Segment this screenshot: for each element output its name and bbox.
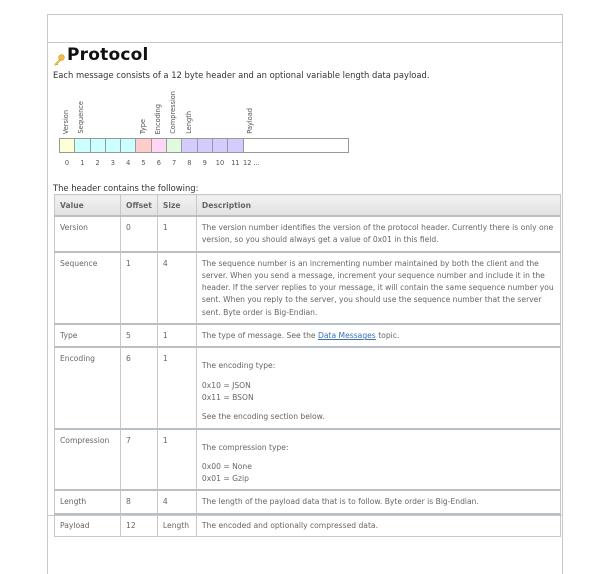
desc-line: 0x11 = BSON	[201, 392, 254, 402]
byte-cell-2	[91, 139, 106, 152]
diagram-label-encoding: Encoding	[154, 103, 162, 134]
table-row	[55, 514, 561, 537]
byte-number: 0	[64, 159, 70, 167]
byte-number: 1	[80, 159, 85, 167]
diagram-label-sequence: Sequence	[77, 101, 85, 134]
page-title	[53, 45, 149, 65]
cell-value: Type	[55, 324, 121, 347]
page-title-text: Protocol	[67, 45, 149, 65]
byte-cell-6	[152, 139, 167, 152]
byte-number: 6	[156, 159, 161, 167]
byte-cell-0	[60, 139, 75, 152]
header-fields-table	[54, 194, 561, 537]
column-header-offset: Offset	[121, 195, 158, 217]
cell-value: Encoding	[55, 347, 121, 428]
byte-cell-11	[228, 139, 243, 152]
table-header-row	[55, 195, 561, 217]
cell-description	[196, 324, 560, 347]
cell-offset: 0	[121, 216, 158, 252]
table-row	[55, 252, 561, 324]
desc-line: 0x00 = None	[201, 461, 252, 471]
table-row	[55, 429, 561, 491]
diagram-label-compression: Compression	[169, 91, 177, 134]
cell-size: 1	[157, 216, 196, 252]
cell-value: Sequence	[55, 252, 121, 324]
byte-cell-1	[75, 139, 90, 152]
cell-size: 1	[157, 324, 196, 347]
table-row	[55, 347, 561, 428]
data-messages-link[interactable]: Data Messages	[317, 331, 376, 341]
cell-value: Compression	[55, 429, 121, 491]
table-intro: The header contains the following:	[53, 183, 199, 193]
desc-line: 0x10 = JSON	[201, 380, 251, 390]
cell-description	[196, 347, 560, 428]
cell-value: Payload	[55, 514, 121, 537]
byte-cell-3	[106, 139, 121, 152]
cell-value: Version	[55, 216, 121, 252]
byte-number: 3	[110, 159, 115, 167]
byte-cell-4	[121, 139, 136, 152]
byte-number: 9	[202, 159, 207, 167]
byte-cell-8	[182, 139, 197, 152]
byte-number: 10	[215, 159, 225, 167]
byte-cell-payload	[244, 139, 348, 152]
cell-description: The version number identifies the version of the protocol header. Currently there is only one version, so you should always get a value of 0x01 in this field.	[196, 216, 560, 252]
table-row	[55, 216, 561, 252]
desc-intro: The encoding type:	[201, 361, 276, 371]
table-row	[55, 490, 561, 513]
column-header-description: Description	[196, 195, 560, 217]
byte-number: 4	[126, 159, 131, 167]
cell-offset: 8	[121, 490, 158, 513]
byte-cells	[59, 138, 349, 153]
desc-text: The type of message. See the	[201, 331, 318, 341]
intro-text: Each message consists of a 12 byte header and an optional variable length data payload.	[53, 70, 430, 80]
cell-description	[196, 429, 560, 491]
content-area	[48, 43, 562, 530]
cell-offset: 7	[121, 429, 158, 491]
byte-number: 2	[95, 159, 100, 167]
cell-size: 1	[157, 347, 196, 428]
byte-cell-5	[136, 139, 151, 152]
desc-intro: The compression type:	[201, 442, 289, 452]
byte-diagram	[59, 91, 359, 166]
diagram-label-payload: Payload	[246, 108, 254, 134]
byte-number: 11	[231, 159, 240, 167]
cell-size: Length	[157, 514, 196, 537]
byte-cell-9	[198, 139, 213, 152]
cell-size: 4	[157, 490, 196, 513]
cell-offset: 1	[121, 252, 158, 324]
column-header-size: Size	[157, 195, 196, 217]
cell-description: The sequence number is an incrementing number maintained by both the client and the server. When you send a message, increment your sequence number and include it in the header. If the server replies to your message, it will contain the same sequence number you sent. When you reply to the server, you should use the sequence number that the server sent. Byte order is Big-Endian.	[196, 252, 560, 324]
cell-description: The encoded and optionally compressed data.	[196, 514, 560, 537]
byte-number: 8	[187, 159, 192, 167]
desc-text: topic.	[375, 331, 400, 341]
cell-offset: 12	[121, 514, 158, 537]
column-header-value: Value	[55, 195, 121, 217]
byte-cell-10	[213, 139, 228, 152]
document-frame	[47, 14, 563, 574]
cell-size: 4	[157, 252, 196, 324]
byte-cell-7	[167, 139, 182, 152]
cell-offset: 6	[121, 347, 158, 428]
byte-number: 5	[141, 159, 146, 167]
diagram-label-type: Type	[139, 118, 147, 134]
byte-number: 12 ...	[243, 159, 260, 167]
cell-description: The length of the payload data that is to follow. Byte order is Big-Endian.	[196, 490, 560, 513]
cell-value: Length	[55, 490, 121, 513]
cell-offset: 5	[121, 324, 158, 347]
desc-outro: See the encoding section below.	[201, 412, 325, 422]
key-icon	[53, 51, 65, 63]
table-row	[55, 324, 561, 347]
cell-size: 1	[157, 429, 196, 491]
diagram-label-version: Version	[62, 109, 70, 134]
top-bar	[48, 15, 562, 43]
diagram-label-length: Length	[185, 111, 193, 134]
byte-number: 7	[171, 159, 177, 167]
desc-line: 0x01 = Gzip	[201, 474, 249, 484]
